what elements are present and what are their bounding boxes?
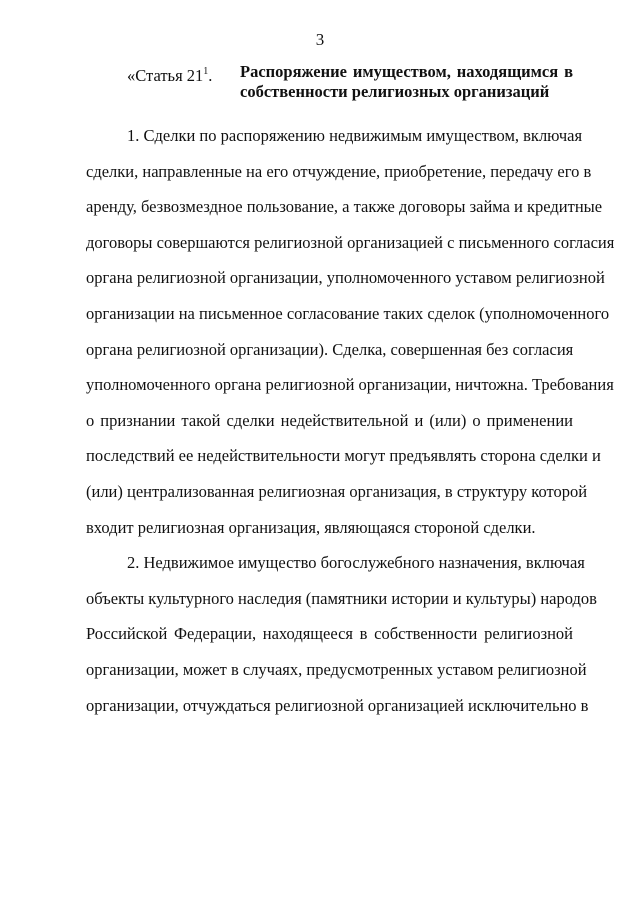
article-number-superscript: 1 xyxy=(203,66,209,77)
text-line: 2. Недвижимое имущество богослужебного назначения, включая xyxy=(127,553,585,573)
text-line: Российской Федерации, находящееся в собственности религиозной xyxy=(86,624,573,644)
article-number: «Статья $21^1$. xyxy=(127,66,213,85)
text-line: организации, может в случаях, предусмотренных уставом религиозной xyxy=(86,659,587,679)
article-title-line: Распоряжение имуществом, находящимся в xyxy=(240,62,573,81)
text-line: уполномоченного органа религиозной организации, ничтожна. Требования xyxy=(86,375,614,395)
text-line: организации, отчуждаться религиозной организацией исключительно в xyxy=(86,695,589,715)
text-line: о признании такой сделки недействительной и (или) о применении xyxy=(86,410,573,430)
text-line: органа религиозной организации, уполномоченного уставом религиозной xyxy=(86,268,605,288)
paragraph-2 xyxy=(86,545,597,723)
text-line: 1. Сделки по распоряжению недвижимым имуществом, включая xyxy=(127,126,583,145)
text-line: органа религиозной организации). Сделка, совершенная без согласия xyxy=(86,339,574,359)
text-line: аренду, безвозмездное пользование, а также договоры займа и кредитные xyxy=(86,197,603,217)
text-line: договоры совершаются религиозной организацией с письменного согласия xyxy=(86,232,615,252)
text-line: сделки, направленные на его отчуждение, приобретение, передачу его в xyxy=(86,161,592,181)
text-line: объекты культурного наследия (памятники истории и культуры) народов xyxy=(86,588,597,608)
paragraph-1 xyxy=(86,118,615,545)
document-body xyxy=(86,118,615,723)
text-line: (или) централизованная религиозная организация, в структуру которой xyxy=(86,481,588,501)
page-number: 3 xyxy=(315,30,325,49)
text-line: организации на письменное согласование таких сделок (уполномоченного xyxy=(86,303,610,323)
article-title-line: собственности религиозных организаций xyxy=(240,82,550,101)
text-line: входит религиозная организация, являющаяся стороной сделки. xyxy=(86,517,536,537)
text-line: последствий ее недействительности могут предъявлять сторона сделки и xyxy=(86,446,601,466)
article-title xyxy=(240,62,573,102)
